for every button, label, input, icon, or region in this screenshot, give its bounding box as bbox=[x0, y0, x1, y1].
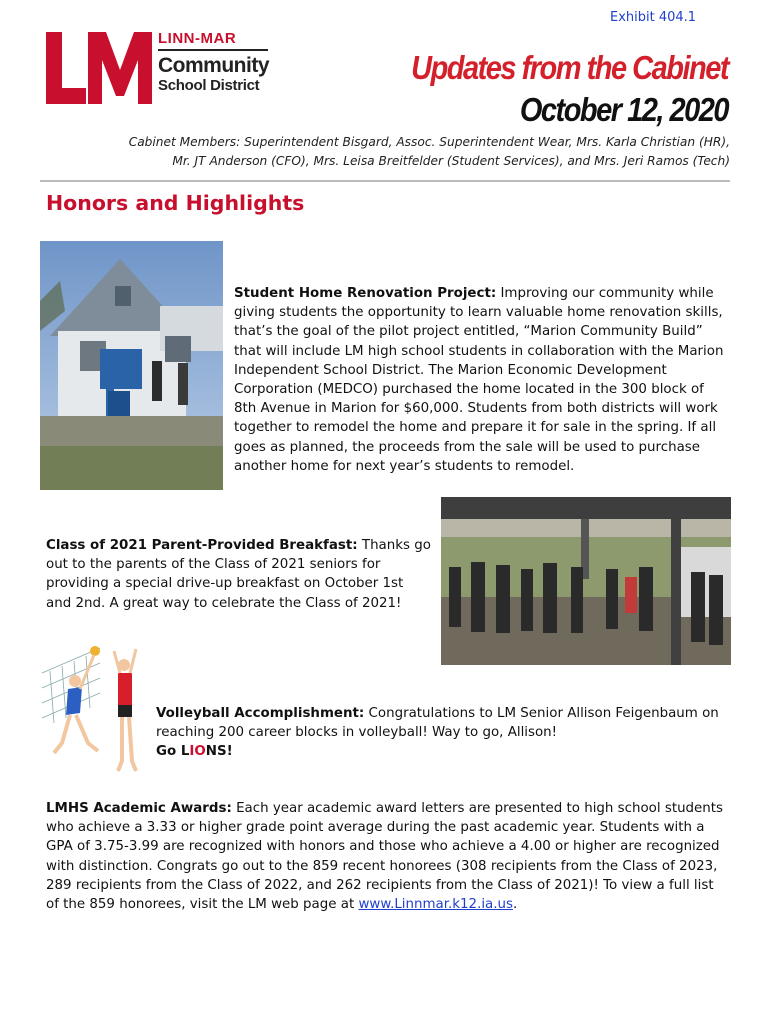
linnmar-website-link[interactable]: www.Linnmar.k12.ia.us bbox=[358, 897, 513, 913]
academic-awards-heading: LMHS Academic Awards: bbox=[46, 801, 232, 816]
linn-mar-logo-mark bbox=[44, 30, 154, 106]
player-red bbox=[114, 649, 136, 771]
academic-awards-tail: . bbox=[512, 897, 518, 913]
page-title: Updates from the Cabinet bbox=[411, 50, 728, 87]
cabinet-members-line-1: Cabinet Members: Superintendent Bisgard, Assoc. Superintendent Wear, Mrs. Karla Christian (HR), bbox=[128, 135, 730, 149]
volleyball-heading: Volleyball Accomplishment: bbox=[156, 706, 365, 721]
renovation-body: Improving our community while giving students the opportunity to learn valuable home renovation skills, that’s the goal of the pilot project entitled, “Marion Community Build” that will include LM high school students in collaboration with the Marion Independent School District. The Marion Economic Development Corporation (MEDCO) purchased the home located in the 300 block of 8th Avenue in Marion for $60,000. Students from both districts will work together to remodel the home and prepare it for sale in the spring. If all goes as planned, the proceeds from the sale will be used to purchase another home for next year’s students to remodel. bbox=[234, 286, 724, 474]
house-photo bbox=[40, 241, 223, 490]
renovation-paragraph bbox=[234, 284, 724, 476]
exhibit-label: Exhibit 404.1 bbox=[610, 10, 697, 25]
renovation-heading: Student Home Renovation Project: bbox=[234, 286, 497, 301]
header-divider bbox=[40, 180, 730, 182]
page-date: October 12, 2020 bbox=[519, 92, 728, 129]
volleyball-paragraph bbox=[156, 704, 728, 762]
section-title: Honors and Highlights bbox=[46, 191, 305, 215]
cheer-part-a: Go L bbox=[156, 744, 190, 760]
logo-wordmark bbox=[158, 30, 268, 94]
academic-awards-body: Each year academic award letters are presented to high school students who achieve a 3.33 or higher grade point average during the past academic year. Students with a GPA of 3.75-3.99 are recognized with honors and those who achieve a 4.00 or higher are recognized with distinction. Congrats go out to the 859 recent honorees (308 recipients from the Class of 2023, 289 recipients from the Class of 2022, and 262 recipients from the Class of 2021)! To view a full list of the 859 honorees, visit the LM web page at bbox=[46, 801, 724, 913]
cheer-part-c: NS! bbox=[205, 744, 233, 760]
breakfast-body: Thanks go out to the parents of the Class of 2021 seniors for providing a special drive-up breakfast on October 1st and 2nd. A great way to celebrate the Class of 2021! bbox=[46, 538, 431, 611]
cabinet-members bbox=[40, 133, 730, 171]
volleyball-clipart bbox=[40, 643, 150, 778]
cheer-part-b: IO bbox=[189, 744, 206, 760]
cabinet-members-line-2: Mr. JT Anderson (CFO), Mrs. Leisa Breitfelder (Student Services), and Mrs. Jeri Ramos (Tech) bbox=[172, 154, 730, 168]
breakfast-paragraph bbox=[46, 536, 432, 613]
logo-line-linn-mar: LINN-MAR bbox=[158, 30, 268, 51]
player-blue bbox=[54, 655, 98, 753]
logo-line-school-district: School District bbox=[158, 77, 260, 94]
breakfast-heading: Class of 2021 Parent-Provided Breakfast: bbox=[46, 538, 358, 553]
go-lions-cheer bbox=[156, 742, 728, 761]
breakfast-photo bbox=[441, 497, 731, 665]
academic-awards-paragraph bbox=[46, 799, 730, 914]
logo-line-community: Community bbox=[158, 54, 269, 77]
volleyball-body: Congratulations to LM Senior Allison Feigenbaum on reaching 200 career blocks in volleyball! Way to go, Allison! bbox=[156, 706, 719, 741]
